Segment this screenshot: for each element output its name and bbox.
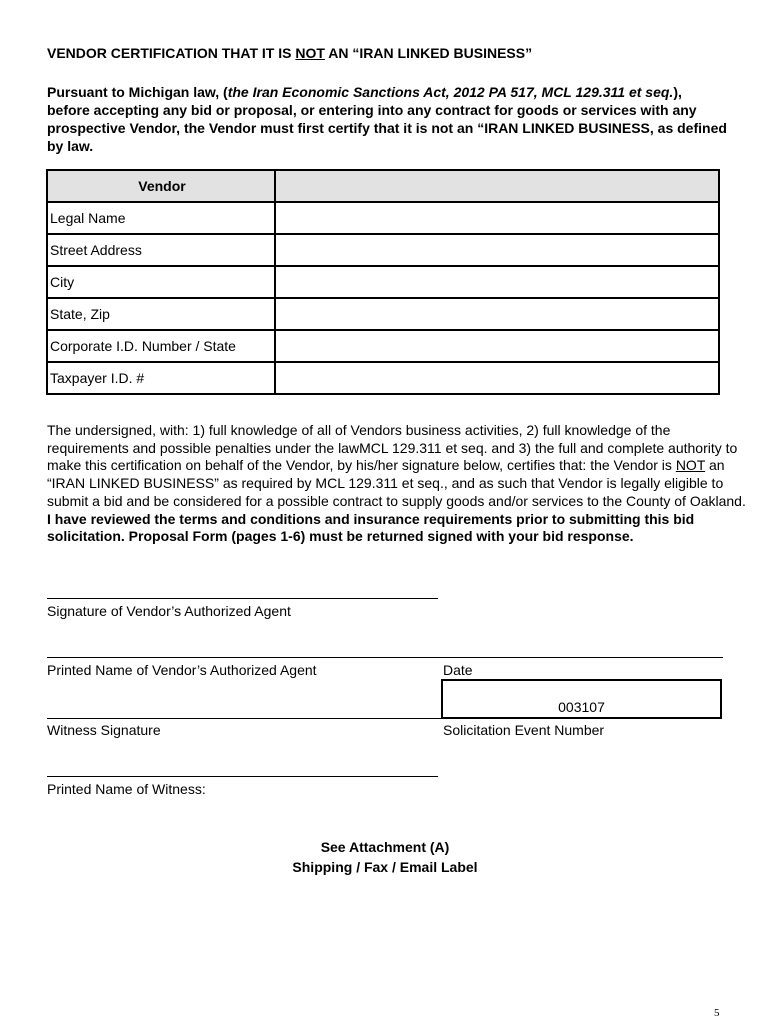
vendor-header-blank bbox=[275, 170, 719, 202]
certification-paragraph bbox=[47, 422, 747, 511]
printed-name-field[interactable] bbox=[47, 637, 437, 655]
legal-name-label: Legal Name bbox=[47, 202, 275, 234]
certification-text bbox=[47, 422, 747, 546]
title-prefix: VENDOR CERTIFICATION THAT IT IS bbox=[47, 45, 296, 61]
vendor-header-label: Vendor bbox=[47, 170, 275, 202]
witness-signature-label: Witness Signature bbox=[47, 722, 161, 738]
table-row bbox=[47, 298, 719, 330]
printed-name-label: Printed Name of Vendor’s Authorized Agent bbox=[47, 662, 317, 678]
street-address-field[interactable] bbox=[278, 236, 718, 264]
corporate-id-field[interactable] bbox=[278, 332, 718, 360]
page-title bbox=[47, 45, 532, 61]
street-address-label: Street Address bbox=[47, 234, 275, 266]
attachment-reference: See Attachment (A) bbox=[320, 839, 450, 855]
state-zip-label: State, Zip bbox=[47, 298, 275, 330]
terms-note: I have reviewed the terms and conditions and insurance requirements prior to submitting this bid solicitation. Proposal Form (pages 1-6) must be returned signed with your bid response. bbox=[47, 510, 695, 545]
vendor-signature-field[interactable] bbox=[47, 578, 437, 596]
event-number: 003107 bbox=[558, 699, 605, 715]
legal-name-field[interactable] bbox=[278, 204, 718, 232]
printed-witness-line bbox=[47, 776, 438, 777]
table-row bbox=[47, 266, 719, 298]
table-row bbox=[47, 330, 719, 362]
table-row bbox=[47, 362, 719, 394]
solicitation-event-box bbox=[441, 679, 722, 719]
cert-part2: an “IRAN LINKED BUSINESS” as required by MCL 129.311 et seq., and as such that Vendor is legally eligible to submit a bid and be considered for a possible contract to supply goods and/or services to the County of Oakland. bbox=[47, 457, 746, 509]
taxpayer-id-field[interactable] bbox=[278, 364, 718, 392]
title-suffix: AN “IRAN LINKED BUSINESS” bbox=[324, 45, 533, 61]
intro-part1: Pursuant to Michigan law, ( bbox=[47, 84, 228, 100]
date-label: Date bbox=[443, 662, 473, 678]
state-zip-field[interactable] bbox=[278, 300, 718, 328]
table-row bbox=[47, 202, 719, 234]
intro-paragraph bbox=[47, 83, 727, 155]
attachment-label-note: Shipping / Fax / Email Label bbox=[292, 859, 478, 875]
date-field[interactable] bbox=[443, 637, 721, 655]
city-field[interactable] bbox=[278, 268, 718, 296]
intro-citation: the Iran Economic Sanctions Act, 2012 PA 517, MCL 129.311 et seq. bbox=[227, 84, 674, 100]
printed-witness-field[interactable] bbox=[47, 756, 437, 774]
vendor-info-table bbox=[46, 169, 720, 395]
witness-signature-field[interactable] bbox=[47, 698, 437, 716]
city-label: City bbox=[47, 266, 275, 298]
printed-name-date-line bbox=[47, 657, 723, 658]
taxpayer-id-label: Taxpayer I.D. # bbox=[47, 362, 275, 394]
printed-witness-label: Printed Name of Witness: bbox=[47, 781, 206, 797]
corporate-id-label: Corporate I.D. Number / State bbox=[47, 330, 275, 362]
intro-part2: ), before accepting any bid or proposal, or entering into any contract for goods or services with any prospective Vendor, the Vendor must first certify that it is not an “IRAN LINKED BUSINESS, as defined by law. bbox=[47, 84, 727, 154]
cert-part1: The undersigned, with: 1) full knowledge of all of Vendors business activities, 2) full knowledge of the requirements and possible penalties under the lawMCL 129.311 et seq. and 3) the full and complete authority to make this certification on behalf of the Vendor, by his/her signature below, certifies that: the Vendor is bbox=[47, 422, 738, 474]
cert-not: NOT bbox=[675, 457, 706, 474]
witness-signature-line bbox=[47, 718, 441, 719]
title-not: NOT bbox=[295, 45, 325, 61]
signature-label: Signature of Vendor’s Authorized Agent bbox=[47, 603, 291, 619]
page-number: 5 bbox=[714, 1007, 720, 1019]
event-number-label: Solicitation Event Number bbox=[443, 722, 605, 738]
signature-line bbox=[47, 598, 438, 599]
vendor-table-header bbox=[47, 170, 719, 202]
table-row bbox=[47, 234, 719, 266]
